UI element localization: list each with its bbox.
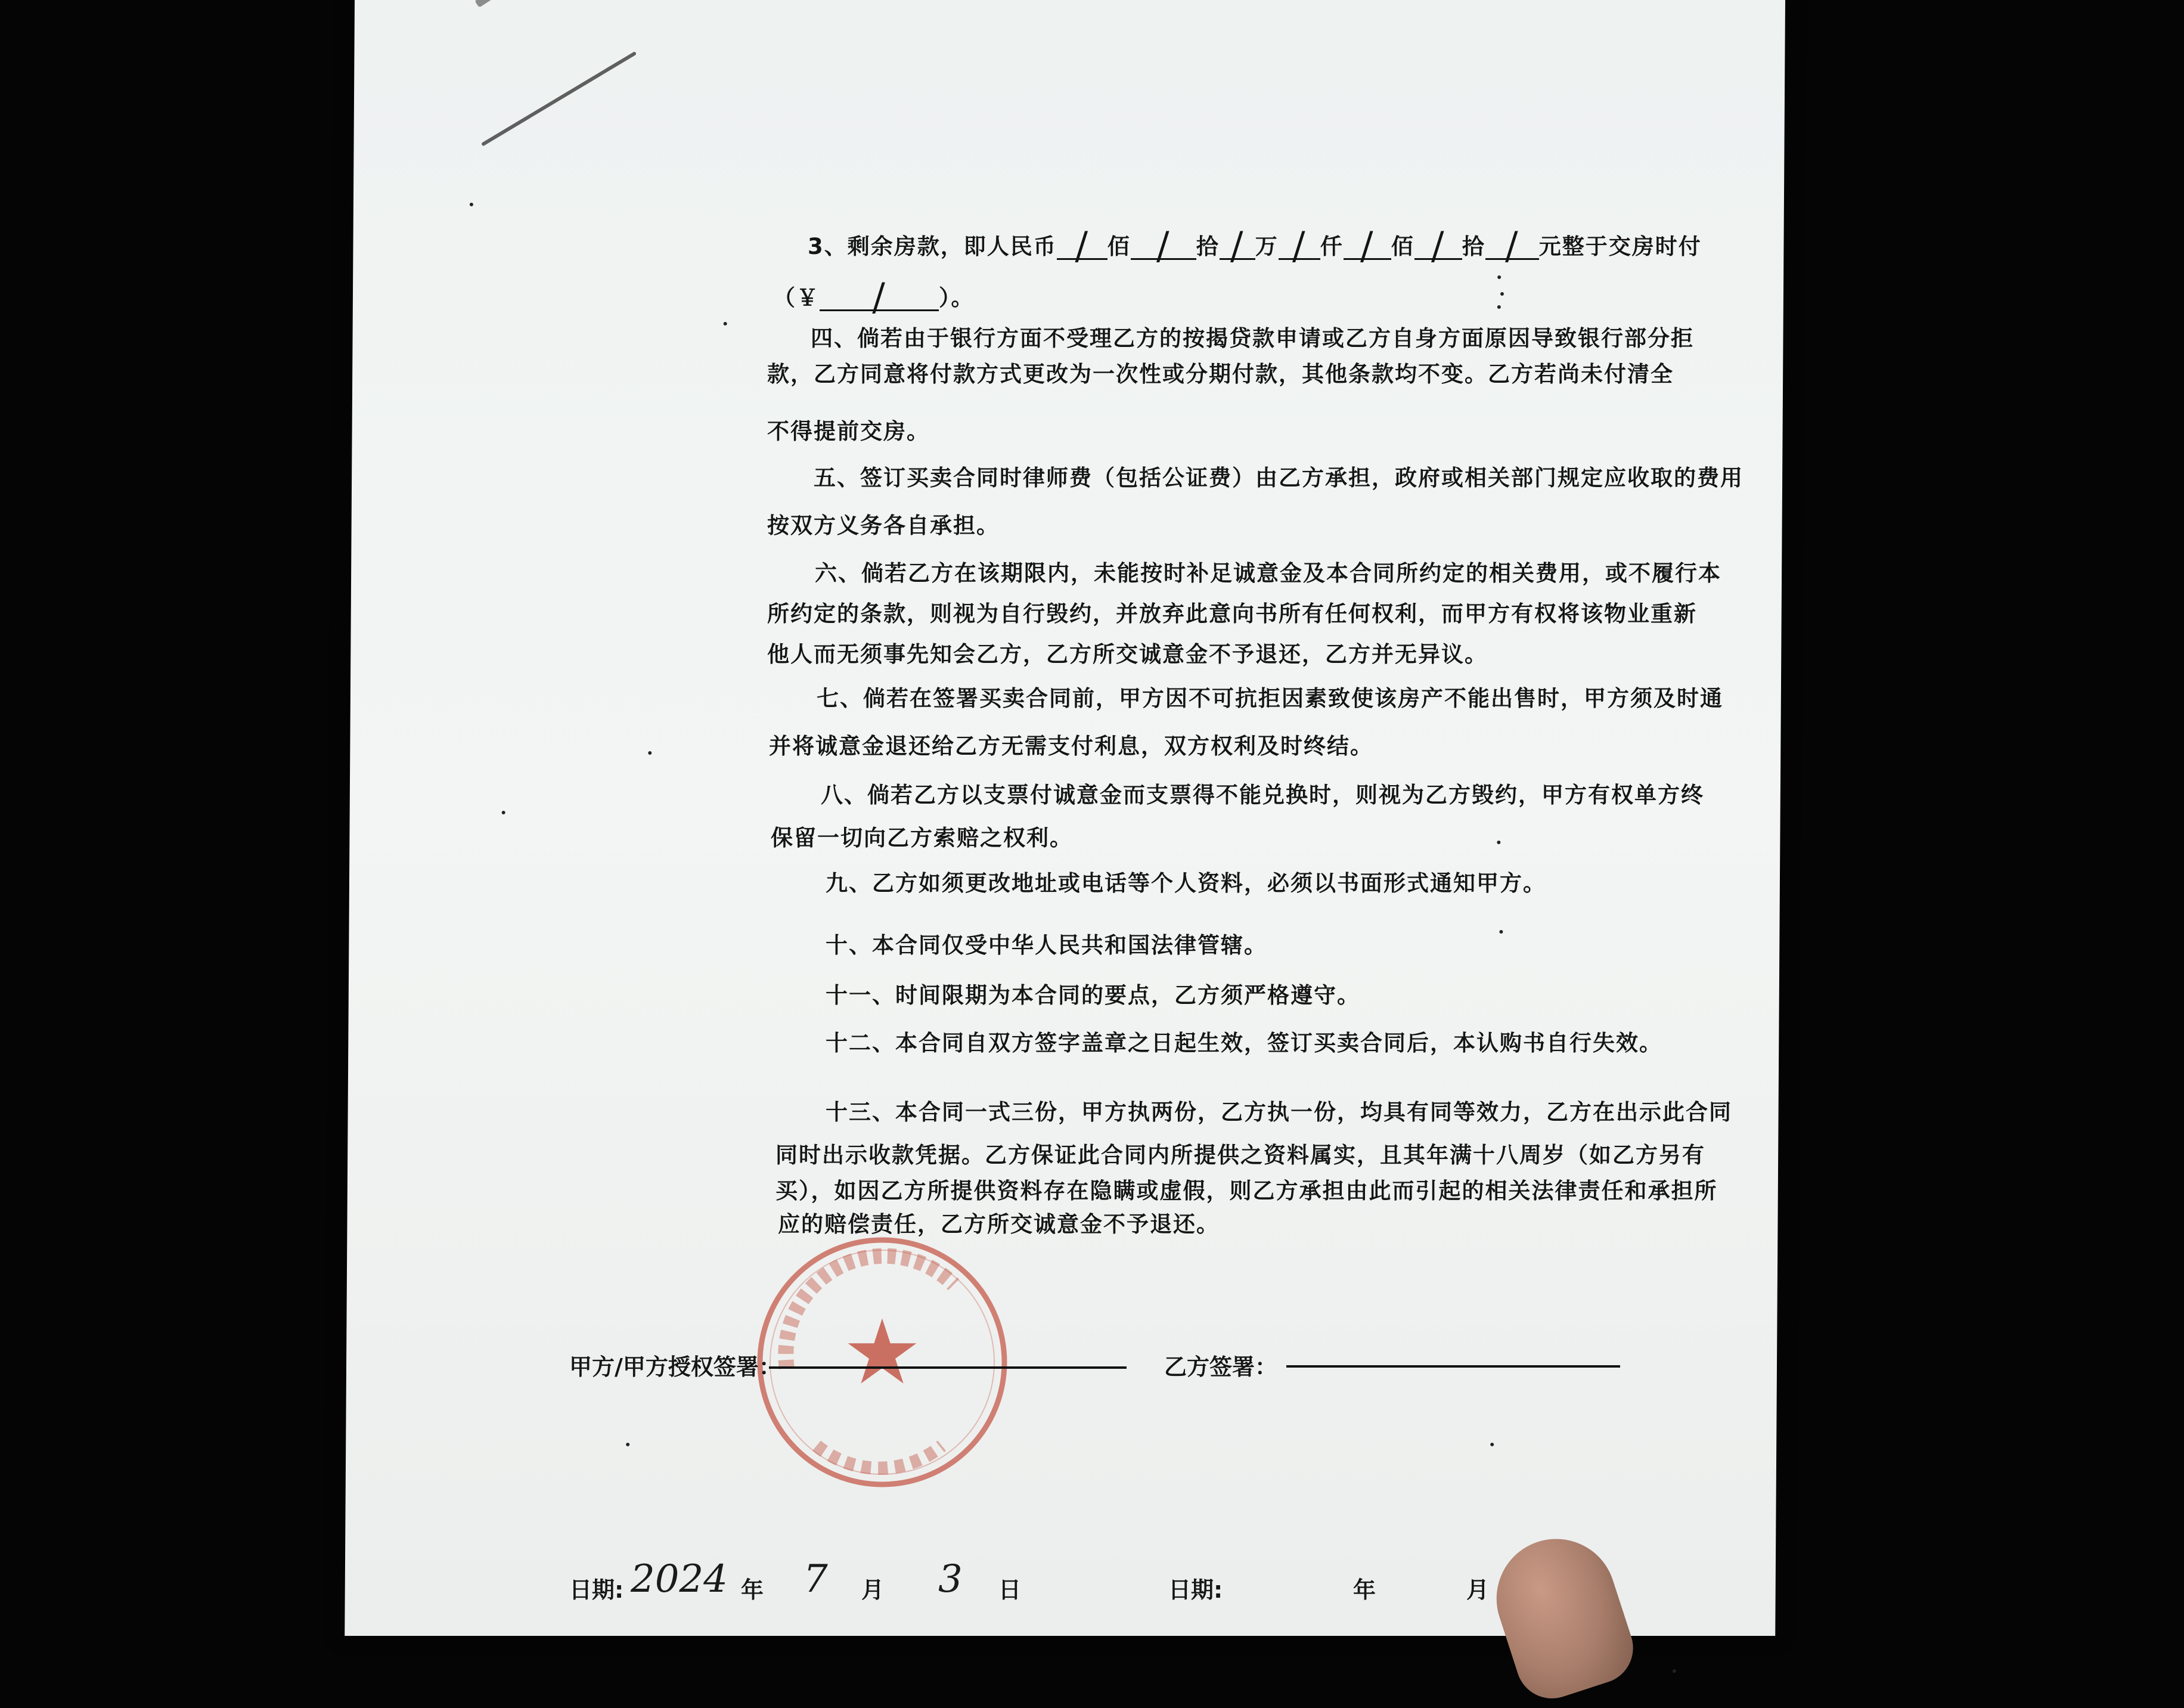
paper-speck <box>1497 841 1500 844</box>
clause-line: 五、签订买卖合同时律师费（包括公证费）由乙方承担，政府或相关部门规定应收取的费用 <box>814 465 1744 491</box>
date-right-year-unit: 年 <box>1353 1577 1376 1603</box>
unit-label: 拾 <box>1196 234 1220 259</box>
yen-open: （￥ <box>773 285 820 311</box>
clause-line: 保留一切向乙方索赔之权利。 <box>771 825 1073 851</box>
clause-line: 同时出示收款凭据。乙方保证此合同内所提供之资料属实，且其年满十八周岁（如乙方另有 <box>775 1142 1705 1168</box>
amount-blank: / <box>1279 234 1320 260</box>
paper-speck <box>1497 305 1501 309</box>
date-month-handwritten: 7 <box>804 1557 828 1601</box>
date-day-unit: 日 <box>998 1577 1022 1603</box>
clause-line: 四、倘若由于银行方面不受理乙方的按揭贷款申请或乙方自身方面原因导致银行部分拒 <box>811 326 1694 351</box>
clause-line: 买），如因乙方所提供资料存在隐瞒或虚假，则乙方承担由此而引起的相关法律责任和承担所 <box>775 1178 1718 1204</box>
paper-speck <box>724 322 727 326</box>
party-a-signature-line[interactable] <box>769 1366 1127 1369</box>
date-year-unit: 年 <box>741 1577 764 1603</box>
date-label: 日期: <box>569 1577 624 1603</box>
paper-speck <box>470 203 473 206</box>
clause-3-yen-line <box>773 275 975 320</box>
amount-blank: / <box>1485 234 1539 260</box>
clause-line: 八、倘若乙方以支票付诚意金而支票得不能兑换时，则视为乙方毁约，甲方有权单方终 <box>821 782 1704 808</box>
date-year-handwritten: 2024 <box>631 1557 728 1601</box>
clause-line: 所约定的条款，则视为自行毁约，并放弃此意向书所有任何权利，而甲方有权将该物业重新 <box>767 601 1697 627</box>
clause-3-line <box>808 224 1702 268</box>
company-seal <box>751 1231 1013 1493</box>
clause-line: 并将诚意金退还给乙方无需支付利息，双方权利及时终结。 <box>769 733 1373 759</box>
party-a-signature-label: 甲方/甲方授权签署： <box>569 1354 781 1380</box>
unit-label: 仟 <box>1320 234 1344 259</box>
date-day-handwritten: 3 <box>938 1557 963 1601</box>
paper-speck <box>1497 275 1501 279</box>
yen-amount-blank: / <box>820 286 939 311</box>
clause-line: 应的赔偿责任，乙方所交诚意金不予退还。 <box>778 1211 1220 1237</box>
date-right-label: 日期: <box>1168 1577 1223 1603</box>
paper-speck <box>1499 930 1503 934</box>
clause-line: 十、本合同仅受中华人民共和国法律管辖。 <box>826 932 1267 958</box>
date-month-unit: 月 <box>861 1577 885 1603</box>
clause-line: 九、乙方如须更改地址或电话等个人资料，必须以书面形式通知甲方。 <box>826 870 1546 896</box>
party-b-signature-label: 乙方签署： <box>1164 1354 1278 1380</box>
unit-label: 拾 <box>1462 234 1485 259</box>
paper-speck <box>1500 292 1504 296</box>
amount-blank: / <box>1414 234 1462 260</box>
clause-line: 七、倘若在签署买卖合同前，甲方因不可抗拒因素致使该房产不能出售时，甲方须及时通 <box>817 686 1723 711</box>
clause-line: 十一、时间限期为本合同的要点，乙方须严格遵守。 <box>826 982 1360 1008</box>
paper-speck <box>626 1443 629 1446</box>
seal-star-icon: ★ <box>842 1301 923 1405</box>
clause-line: 十二、本合同自双方签字盖章之日起生效，签订买卖合同后，本认购书自行失效。 <box>826 1030 1662 1056</box>
yen-close: ）。 <box>939 285 975 311</box>
amount-blank: / <box>1220 234 1255 260</box>
paper-speck <box>1490 1443 1494 1446</box>
party-b-signature-line[interactable] <box>1286 1365 1620 1368</box>
unit-label: 万 <box>1255 234 1279 259</box>
clause-line: 不得提前交房。 <box>767 419 930 444</box>
paper-tear-mark <box>474 0 644 8</box>
clause-line: 按双方义务各自承担。 <box>767 513 1000 538</box>
unit-label: 佰 <box>1391 234 1414 259</box>
unit-label: 佰 <box>1107 234 1131 259</box>
paper-speck <box>648 751 652 755</box>
paper-speck <box>1673 1669 1676 1673</box>
clause-3-prefix: 3、剩余房款，即人民币 <box>808 234 1057 259</box>
clause-line: 他人而无须事先知会乙方，乙方所交诚意金不予退还，乙方并无异议。 <box>767 641 1488 667</box>
amount-blank: / <box>1057 234 1107 260</box>
clause-line: 款，乙方同意将付款方式更改为一次性或分期付款，其他条款均不变。乙方若尚未付清全 <box>767 361 1674 387</box>
paper-tear-mark <box>481 51 637 147</box>
paper-speck <box>502 811 505 814</box>
clause-line: 六、倘若乙方在该期限内，未能按时补足诚意金及本合同所约定的相关费用，或不履行本 <box>815 560 1721 586</box>
date-right-month-unit: 月 <box>1466 1577 1490 1603</box>
amount-blank: / <box>1344 234 1391 260</box>
date-left <box>569 1571 623 1604</box>
clause-3-suffix: 元整于交房时付 <box>1538 234 1702 259</box>
amount-blank: / <box>1131 234 1196 260</box>
clause-line: 十三、本合同一式三份，甲方执两份，乙方执一份，均具有同等效力，乙方在出示此合同 <box>826 1099 1732 1125</box>
